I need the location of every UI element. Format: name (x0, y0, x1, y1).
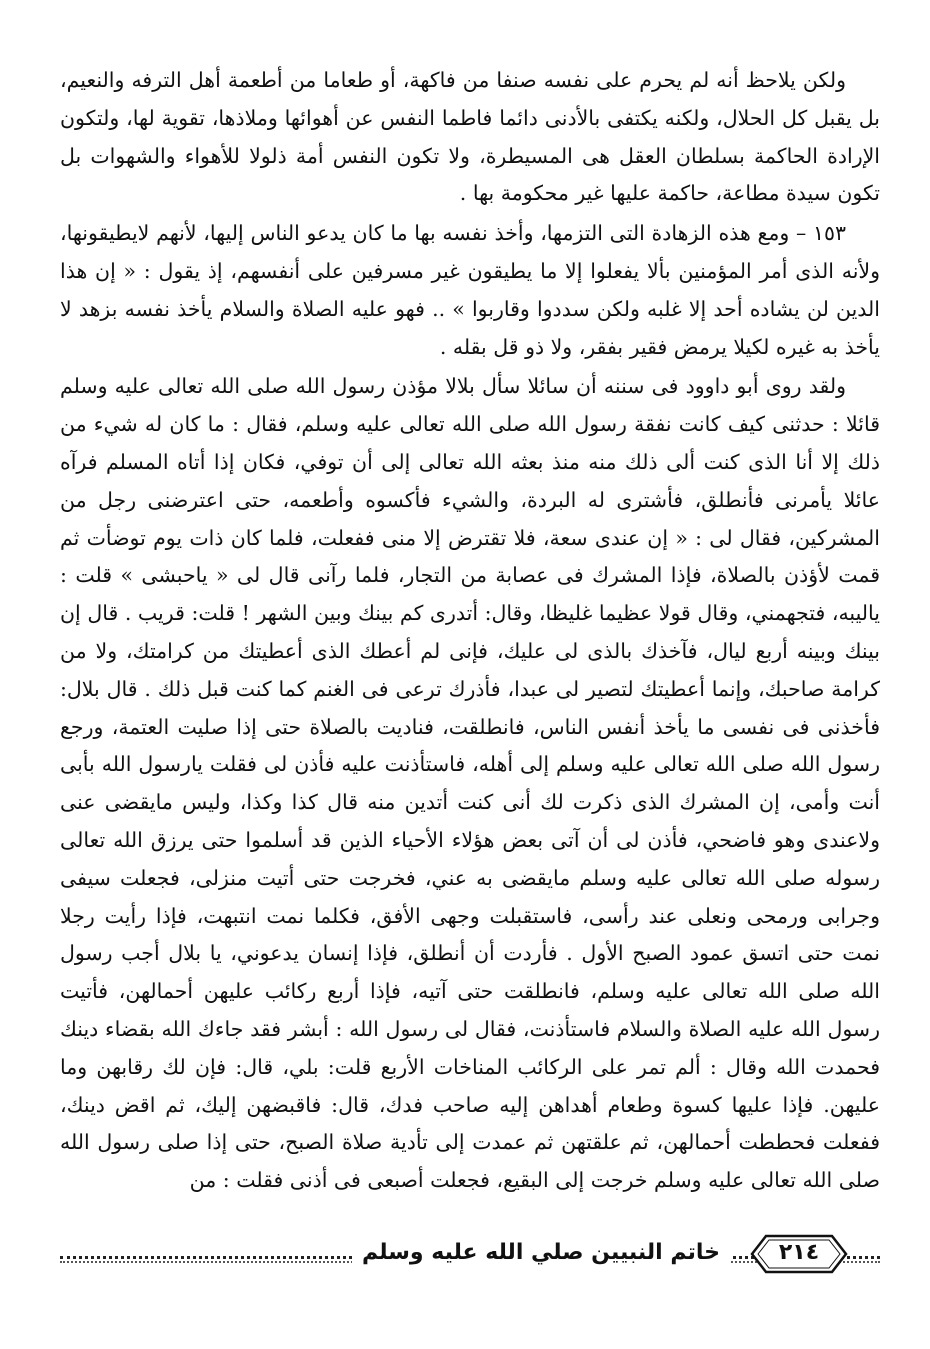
page-body (60, 62, 880, 1200)
paragraph-3: ولقد روى أبو داوود فى سننه أن سائلا سأل بلالا مؤذن رسول الله صلى الله تعالى عليه وسلم قائلا : حدثنى كيف كانت نفقة رسول الله صلى الله تعالى عليه وسلم، فقال : ما كان له شيء من ذلك إلا أنا الذى كنت ألى ذلك منه منذ بعثه الله تعالى إلى أن توفي، فكان إذا أتاه المسلم فرآه عائلا يأمرنى فأنطلق، فأشترى له البردة، والشيء فأكسوه وأطعمه، حتى اعترضنى رجل من المشركين، فقال لى : « إن عندى سعة، فلا تقترض إلا منى ففعلت، فلما كان ذات يوم توضأت ثم قمت لأؤذن بالصلاة، فإذا المشرك فى عصابة من التجار، فلما رآنى قال لى « ياحبشى » قلت : ياليبه، فتجهمني، وقال قولا عظيما غليظا، وقال: أتدرى كم بينك وبين الشهر ! قلت: قريب . قال إن بينك وبينه أربع ليال، فآخذك بالذى لى عليك، فإنى لم أعطك الذى أعطيتك من كرامتك، ولا من كرامة صاحبك، وإنما أعطيتك لتصير لى عبدا، فأذرك ترعى فى الغنم كما كنت قبل ذلك . قال بلال: فأخذنى فى نفسى ما يأخذ أنفس الناس، فانطلقت، فناديت بالصلاة حتى إذا صليت العتمة، ورجع رسول الله صلى الله تعالى عليه وسلم إلى أهله، فاستأذنت عليه فأذن لى فقلت يارسول الله بأبى أنت وأمى، إن المشرك الذى ذكرت لك أنى كنت أتدين منه قال كذا وكذا، وليس مايقضى عنى ولاعندى وهو فاضحي، فأذن لى أن آتى بعض هؤلاء الأحياء الذين قد أسلموا حتى يرزق الله تعالى رسوله صلى الله تعالى عليه وسلم مايقضى به عني، فخرجت حتى أتيت منزلى، فجعلت سيفى وجرابى ورمحى ونعلى عند رأسى، فاستقبلت وجهى الأفق، فكلما نمت انتبهت، فإذا رأيت رجلا نمت حتى اتسق عمود الصبح الأول . فأردت أن أنطلق، فإذا إنسان يدعوني، يا بلال أجب رسول الله صلى الله تعالى عليه وسلم، فانطلقت حتى آتيه، فإذا أربع ركائب عليهن أحمالهن، فأتيت رسول الله عليه الصلاة والسلام فاستأذنت، فقال لى رسول الله : أبشر فقد جاءك الله بقضاء دينك فحمدت الله وقال : ألم تمر على الركائب المناخات الأربع قلت: بلي، قال: فإن لك رقابهن وما عليهن. فإذا عليها كسوة وطعام أهداهن إليه صاحب فدك، قال: فاقبضهن إليك، ثم اقض دينك، ففعلت فحططت أحمالهن، ثم علقتهن ثم عمدت إلى تأدية صلاة الصبح، حتى إذا صلى رسول الله صلى الله تعالى عليه وسلم خرجت إلى البقيع، فجعلت أصبعى فى أذنى فقلت : من (60, 374, 880, 1193)
book-title: خاتم النبيين صلي الله عليه وسلم (352, 1240, 730, 1265)
paragraph-1: ولكن يلاحظ أنه لم يحرم على نفسه صنفا من فاكهة، أو طعاما من أطعمة أهل الترفه والنعيم، بل يقبل كل الحلال، ولكنه يكتفى بالأدنى دائما فاطما النفس عن أهوائها وملاذها، تقوية لها، ولتكون الإرادة الحاكمة بسلطان العقل هى المسيطرة، ولا تكون النفس أمة ذلولا للأهواء والشهوات بل تكون سيدة مطاعة، حاكمة عليها غير محكومة بها . (60, 68, 880, 206)
paragraph-2: ١٥٣ – ومع هذه الزهادة التى التزمها، وأخذ نفسه بها ما كان يدعو الناس إليها، لأنهم لايطيقونها، ولأنه الذى أمر المؤمنين بألا يفعلوا إلا ما يطيقون غير مسرفين على أنفسهم، إذ يقول : « إن هذا الدين لن يشاده أحد إلا غلبه ولكن سددوا وقاربوا » .. فهو عليه الصلاة والسلام يأخذ نفسه بزهد لا يأخذ به غيره لكيلا يرمض فقير بفقر، ولا ذو قل بقله . (60, 221, 880, 359)
page-number: ٢١٤ (778, 1240, 820, 1265)
page-number-badge (744, 1232, 854, 1276)
page-footer (60, 1228, 880, 1288)
